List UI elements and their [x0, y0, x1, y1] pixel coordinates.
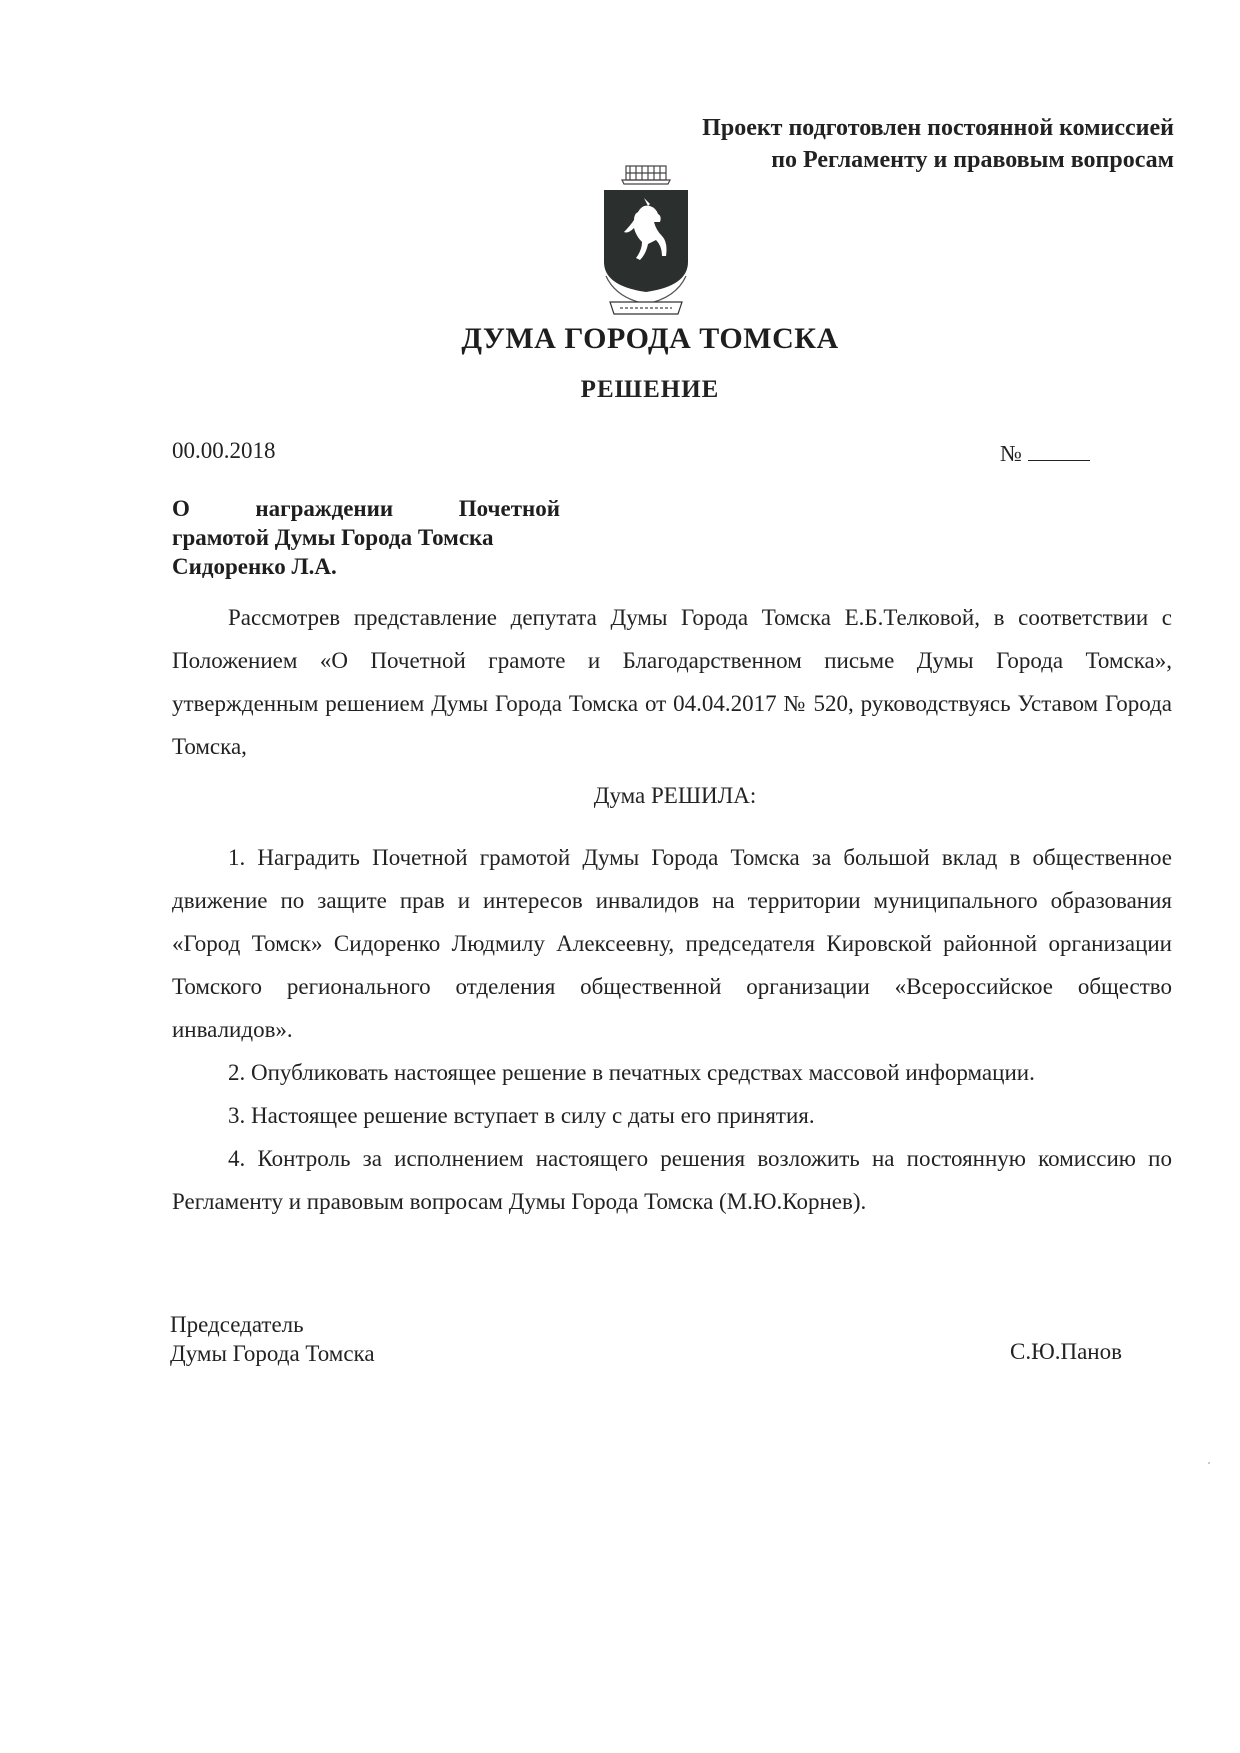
decision-item-3: 3. Настоящее решение вступает в силу с даты его принятия. [228, 1103, 815, 1128]
decision-items [172, 836, 1172, 1223]
subject-word: Почетной [458, 496, 560, 521]
subject-line-3: Сидоренко Л.А. [172, 554, 337, 579]
preamble-section [172, 596, 1172, 768]
subject-word: награждении [255, 496, 394, 521]
number-label: № [1000, 441, 1022, 466]
signatory-name: С.Ю.Панов [1010, 1339, 1122, 1364]
document-date: 00.00.2018 [172, 438, 276, 463]
coat-of-arms-icon [596, 164, 696, 324]
preamble-paragraph: Рассмотрев представление депутата Думы Города Томска Е.Б.Телковой, в соответствии с Положением «О Почетной грамоте и Благодарственном письме Думы Города Томска», утвержденным решением Думы Города Томска от 04.04.2017 № 520, руководствуясь Уставом Города Томска, [172, 605, 1172, 759]
document-type-heading: РЕШЕНИЕ [580, 376, 720, 403]
subject-line-2: грамотой Думы Города Томска [172, 525, 494, 550]
decision-item-4: 4. Контроль за исполнением настоящего решения возложить на постоянную комиссию по Регламенту и правовым вопросам Думы Города Томска (М.Ю.Корнев). [172, 1146, 1172, 1214]
decision-item-1: 1. Наградить Почетной грамотой Думы Города Томска за большой вклад в общественное движение по защите прав и интересов инвалидов на территории муниципального образования «Город Томск» Сидоренко Людмилу Алексеевну, председателя Кировской районной организации Томского регионального отделения общественной организации «Всероссийское общество инвалидов». [172, 845, 1172, 1042]
prepared-by-line-1: Проект подготовлен постоянной комиссией [702, 115, 1174, 141]
subject-word: О [172, 496, 190, 521]
decision-subject [172, 494, 560, 581]
signatory-position [170, 1310, 375, 1368]
subject-line-1 [172, 494, 560, 523]
decided-heading: Дума РЕШИЛА: [593, 783, 757, 808]
signatory-position-line-1: Председатель [170, 1312, 304, 1337]
prepared-by-note [702, 112, 1174, 176]
decision-item-2: 2. Опубликовать настоящее решение в печатных средствах массовой информации. [228, 1060, 1035, 1085]
prepared-by-line-2: по Регламенту и правовым вопросам [771, 147, 1174, 173]
signatory-position-line-2: Думы Города Томска [170, 1341, 375, 1366]
scan-speck [1208, 1462, 1210, 1464]
document-number [1000, 438, 1090, 467]
organization-title: ДУМА ГОРОДА ТОМСКА [461, 322, 839, 355]
number-blank-field [1028, 438, 1090, 461]
